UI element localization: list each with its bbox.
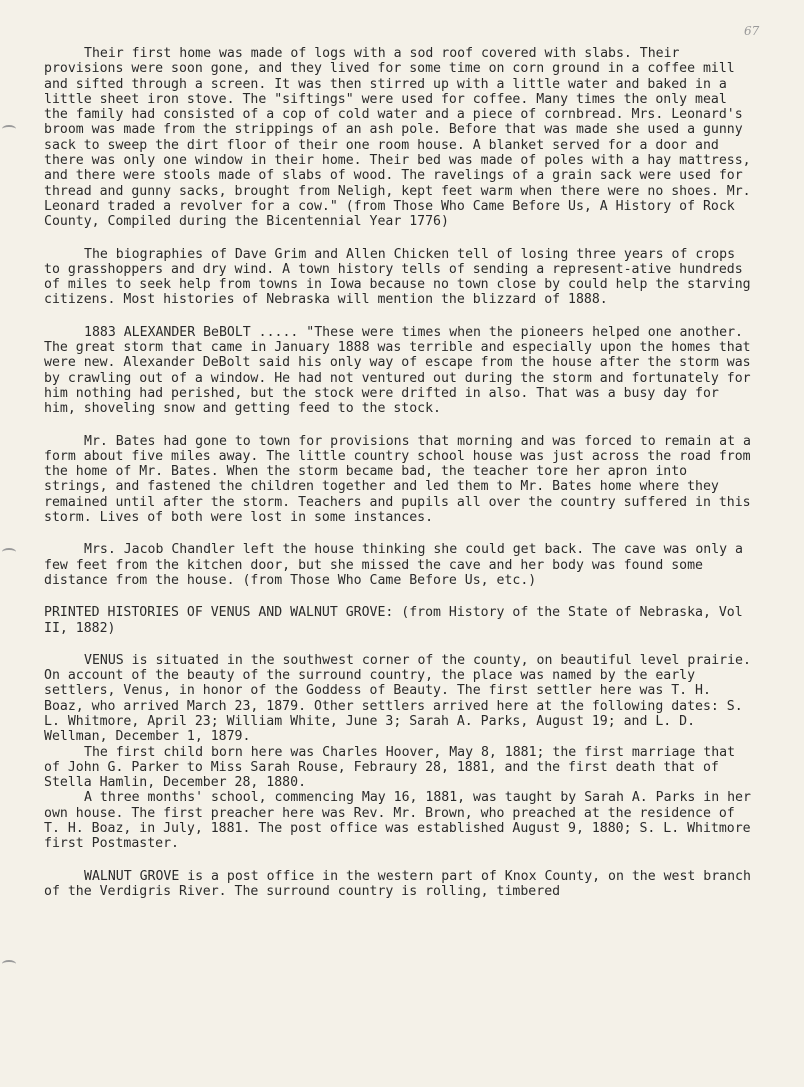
paragraph-first-home: Their first home was made of logs with a sod roof covered with slabs. Their provisions were soon gone, and they lived for some time on corn ground in a coffee mill and sifted through a screen. It was then stirred up with a little water and baked in a little sheet iron stove. The "siftings" were used for coffee. Many times the only meal the family had consisted of a cop of cold water and a piece of cornbread. Mrs. Leonard's broom was made from the strippings of an ash pole. Before that was made she used a gunny sack to sweep the dirt floor of their one room house. A blanket served for a door and there was only one window in their home. Their bed was made of poles with a hay mattress, and there were stools made of slabs of wood. The ravelings of a grain sack were used for thread and gunny sacks, brought from Neligh, kept feet warm when there were no shoes. Mr. Leonard traded a revolver for a cow." (from Those Who Came Before Us, A History of Rock County, Compiled during the Bicentennial Year 1776) — [44, 46, 751, 230]
binder-mark — [2, 960, 16, 968]
section-heading: PRINTED HISTORIES OF VENUS AND WALNUT GROVE: (from History of the State of Nebraska, Vol II, 1882) — [44, 605, 743, 636]
binder-mark — [2, 125, 16, 133]
paragraph-first-child: The first child born here was Charles Hoover, May 8, 1881; the first marriage that of John G. Parker to Miss Sarah Rouse, Febraury 28, 1881, and the first death that of Stella Hamlin, December 28, 1880. — [44, 744, 736, 791]
binder-mark — [2, 548, 16, 556]
paragraph-debolt: 1883 ALEXANDER BeBOLT ..... "These were times when the pioneers helped one another. The great storm that came in January 1888 was terrible and especially upon the homes that were new. Alexander DeBolt said his only way of escape from the house after the storm was by crawling out of a window. He had not ventured out during the storm and fortunately for him nothing had perished, but the stock were drifted in also. That was a busy day for him, shoveling snow and getting feed to the stock. — [44, 324, 751, 417]
paragraph-school: A three months' school, commencing May 16, 1881, was taught by Sarah A. Parks in her own house. The first preacher here was Rev. Mr. Brown, who preached at the residence of T. H. Boaz, in July, 1881. The post office was established August 9, 1880; S. L. Whitmore first Postmaster. — [44, 790, 751, 852]
paragraph-grasshoppers: The biographies of Dave Grim and Allen Chicken tell of losing three years of crops to grasshoppers and dry wind. A town history tells of sending a represent-ative hundreds of miles to seek help from towns in Iowa because no town close by could help the starving citizens. Most histories of Nebraska will mention the blizzard of 1888. — [44, 246, 751, 308]
paragraph-venus: VENUS is situated in the southwest corner of the county, on beautiful level prairie. On account of the beauty of the surround country, the place was named by the early settlers, Venus, in honor of the Goddess of Beauty. The first settler here was T. H. Boaz, who arrived March 23, 1879. Other settlers arrived here at the following dates: S. L. Whitmore, April 23; William White, June 3; Sarah A. Parks, August 19; and L. D. Wellman, December 1, 1879. — [44, 652, 751, 745]
document-body — [44, 46, 756, 899]
paragraph-chandler: Mrs. Jacob Chandler left the house thinking she could get back. The cave was only a few feet from the kitchen door, but she missed the cave and her body was found some distance from the house. (from Those Who Came Before Us, etc.) — [44, 542, 743, 588]
paragraph-bates: Mr. Bates had gone to town for provisions that morning and was forced to remain at a form about five miles away. The little country school house was just across the road from the home of Mr. Bates. When the storm became bad, the teacher tore her apron into strings, and fastened the children together and led them to Mr. Bates home where they remained until after the storm. Teachers and pupils all over the country suffered in this storm. Lives of both were lost in some instances. — [44, 433, 751, 526]
paragraph-walnut-grove: WALNUT GROVE is a post office in the western part of Knox County, on the west branch of the Verdigris River. The surround country is rolling, timbered — [44, 868, 751, 899]
page-number: 67 — [744, 24, 760, 38]
